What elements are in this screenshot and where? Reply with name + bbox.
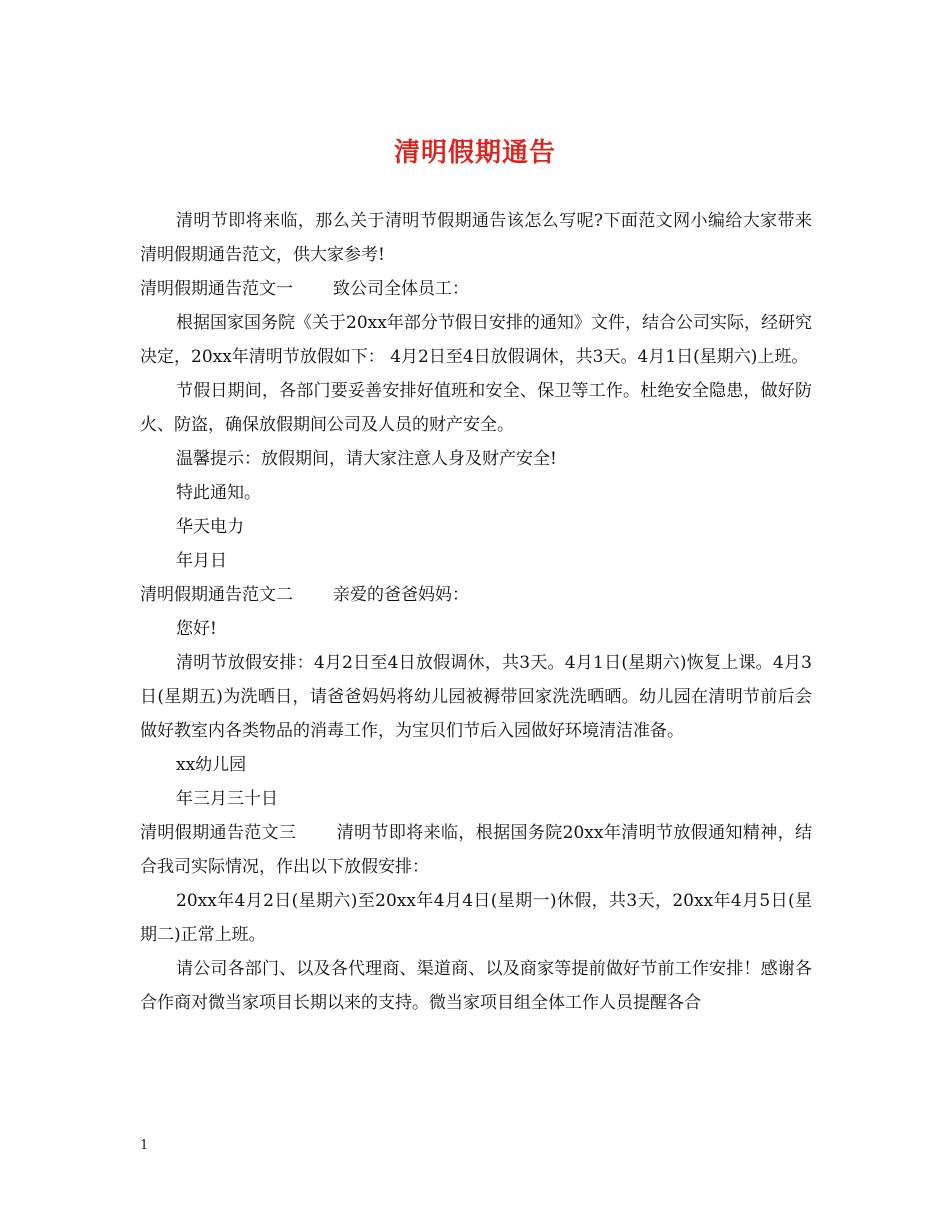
sample2-heading-line xyxy=(140,578,812,612)
sample1-paragraph-1: 根据国家国务院《关于20xx年部分节假日安排的通知》文件，结合公司实际，经研究决定，20xx年清明节放假如下： 4月2日至4日放假调休，共3天。4月1日(星期六)上班。 xyxy=(140,313,812,367)
sample3-heading: 清明假期通告范文三 xyxy=(140,823,297,843)
sample1-salutation: 致公司全体员工： xyxy=(333,279,469,299)
sample1-heading-line xyxy=(140,272,812,306)
intro-paragraph: 清明节即将来临，那么关于清明节假期通告该怎么写呢?下面范文网小编给大家带来清明假期通告范文，供大家参考! xyxy=(140,211,812,265)
sample1-signer: 华天电力 xyxy=(176,517,244,537)
sample1-heading: 清明假期通告范文一 xyxy=(140,279,293,299)
sample3-heading-paragraph xyxy=(140,816,812,884)
sample1-paragraph-4: 特此通知。 xyxy=(176,483,261,503)
sample3-lead: 清明节即将来临，根据国务院20xx年清明节放假通知精神，结合我司实际情况，作出以下放假安排： xyxy=(140,823,813,877)
sample1-date: 年月日 xyxy=(176,551,227,571)
document-title: 清明假期通告 xyxy=(393,138,556,168)
document-body xyxy=(140,204,812,1020)
sample2-salutation: 亲爱的爸爸妈妈： xyxy=(333,585,469,605)
sample2-signer: xx幼儿园 xyxy=(176,755,247,775)
sample1-paragraph-3: 温馨提示：放假期间，请大家注意人身及财产安全! xyxy=(176,449,557,469)
sample1-paragraph-2: 节假日期间，各部门要妥善安排好值班和安全、保卫等工作。杜绝安全隐患，做好防火、防盗，确保放假期间公司及人员的财产安全。 xyxy=(140,381,812,435)
sample2-heading: 清明假期通告范文二 xyxy=(140,585,293,605)
sample2-greeting: 您好! xyxy=(176,619,217,639)
sample2-paragraph-1: 清明节放假安排：4月2日至4日放假调休，共3天。4月1日(星期六)恢复上课。4月3日(星期五)为洗晒日，请爸爸妈妈将幼儿园被褥带回家洗洗晒晒。幼儿园在清明节前后会做好教室内各类物品的消毒工作，为宝贝们节后入园做好环境清洁准备。 xyxy=(140,653,812,741)
sample3-paragraph-2: 请公司各部门、以及各代理商、渠道商、以及商家等提前做好节前工作安排！感谢各合作商对微当家项目长期以来的支持。微当家项目组全体工作人员提醒各合 xyxy=(140,959,812,1013)
page-number: 1 xyxy=(140,1138,149,1153)
sample3-paragraph-1: 20xx年4月2日(星期六)至20xx年4月4日(星期一)休假，共3天，20xx年4月5日(星期二)正常上班。 xyxy=(140,891,812,945)
sample2-date: 年三月三十日 xyxy=(176,789,278,809)
